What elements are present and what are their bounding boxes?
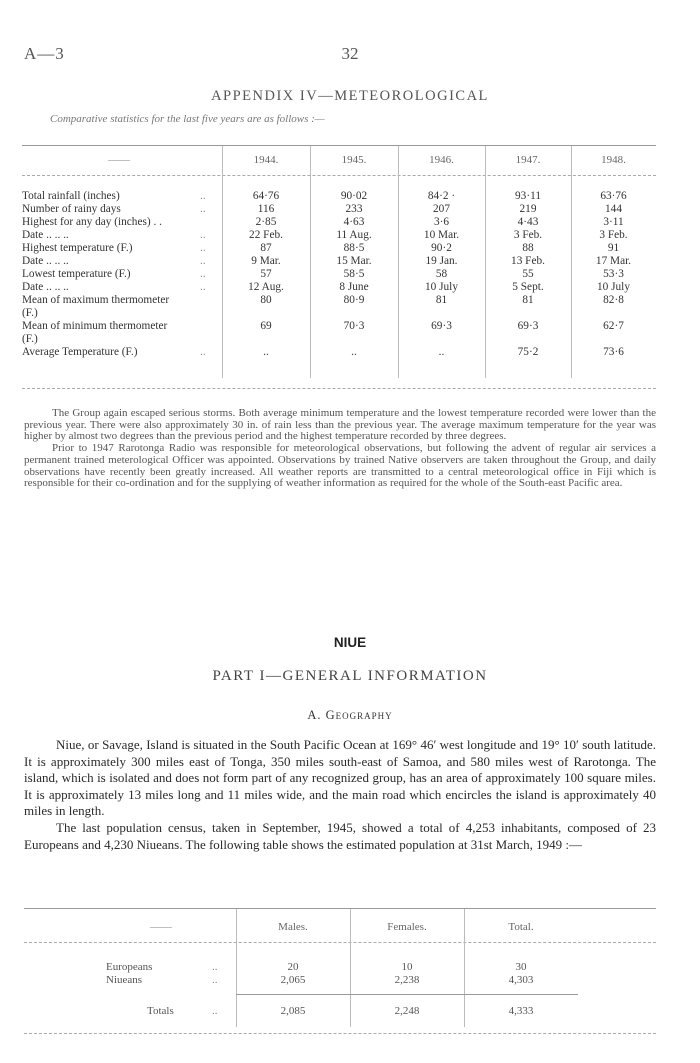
paragraph: The last population census, taken in September, 1945, showed a total of 4,253 inhabitants, composed of 23 Europeans and 4,230 Niueans. The following table shows the estimated population at 31st March, 1949 :— [24, 819, 656, 852]
table-cell: 81 [435, 294, 448, 306]
row-label: Date .. .. .. [22, 255, 69, 267]
population-table [24, 908, 656, 1034]
table-cell: 82·8 [603, 294, 624, 306]
paragraph: Prior to 1947 Rarotonga Radio was responsible for meteorological observations, but following the advent of regular air services a permanent trained meterological Officer was appointed. Observations by trained Native observers are taken throughout the Group, and daily observations have recently been greatly increased. All weather reports are transmitted to a central meteorological office in Fiji which is responsible for their co-ordination and for the supplying of weather information as required for the whole of the South-east Pacific area. [24, 442, 656, 490]
col-header-females: Females. [387, 921, 427, 933]
table-cell: 15 Mar. [336, 255, 372, 267]
row-leader: .. [212, 961, 218, 973]
col-header-1945: 1945. [341, 154, 367, 166]
niue-heading: NIUE [333, 635, 367, 650]
table-cell: 10 Mar. [423, 229, 460, 241]
row-label: (F.) [22, 307, 38, 319]
page-number: 32 [341, 44, 359, 63]
col-header-1948: 1948. [601, 154, 626, 166]
table-row [24, 961, 656, 974]
table-cell: 144 [605, 203, 622, 215]
row-leader: .. [200, 255, 206, 267]
table-cell: 53·3 [603, 268, 624, 280]
pop-corner: —— [150, 921, 172, 933]
row-label: Average Temperature (F.) [22, 346, 138, 358]
table-cell: 69·3 [431, 320, 452, 332]
row-label: (F.) [22, 333, 38, 345]
table-cell: 3·11 [603, 216, 624, 228]
table-row [22, 294, 656, 307]
row-leader: .. [200, 242, 206, 254]
row-leader: .. [212, 974, 218, 986]
table-cell: 2,238 [394, 974, 420, 986]
part-heading: PART I—GENERAL INFORMATION [212, 668, 488, 684]
row-label: Europeans [106, 961, 153, 973]
table-cell: 10 July [597, 281, 630, 293]
row-label: Number of rainy days [22, 203, 121, 215]
table-cell: 88·5 [343, 242, 365, 254]
row-label: Totals [147, 1005, 174, 1017]
table-cell: 19 Jan. [425, 255, 458, 267]
table-cell: 69·3 [517, 320, 539, 332]
table-cell: 219 [519, 203, 537, 215]
section-heading: A. Geography [307, 708, 393, 722]
table-cell: 22 Feb. [249, 229, 283, 241]
table-cell: 2,065 [280, 974, 306, 986]
row-leader: .. [200, 281, 206, 293]
row-label: Date .. .. .. [22, 229, 69, 241]
table-cell: 11 Aug. [336, 229, 372, 241]
table-cell: 84·2 · [427, 190, 456, 202]
table-cell: 55 [522, 268, 534, 280]
table-row [22, 320, 656, 333]
table-cell: 10 July [425, 281, 458, 293]
row-leader: .. [212, 1005, 218, 1017]
table-cell: 12 Aug. [248, 281, 284, 293]
table-cell: 17 Mar. [595, 255, 632, 267]
table-cell: 5 Sept. [512, 281, 544, 293]
row-label: Niueans [106, 974, 143, 986]
table-cell: 87 [260, 242, 272, 254]
row-leader: .. [200, 190, 206, 202]
table-cell: 57 [260, 268, 272, 280]
col-header-total: Total. [508, 921, 534, 933]
table-cell: .. [351, 346, 357, 358]
table-cell: 3·6 [433, 216, 450, 228]
table-row [22, 242, 656, 255]
table-cell: 88 [522, 242, 534, 254]
table-header-rule [22, 175, 656, 176]
table-row [22, 307, 656, 320]
table-cell: 73·6 [603, 346, 624, 358]
table-top-rule [22, 145, 656, 146]
table-cell: 233 [345, 203, 363, 215]
paragraph: The Group again escaped serious storms. Both average minimum temperature and the lowest temperature recorded were lower than the previous year. There were also approximately 30 in. of rain less than the previous year. The average maximum temperature for the year was higher by almost two degrees than the previous period and the highest temperature recorded by three degrees. [24, 407, 656, 443]
row-label: Lowest temperature (F.) [22, 268, 131, 280]
table-cell: 2,248 [394, 1005, 420, 1017]
row-leader: .. [200, 346, 206, 358]
meteorology-text [24, 408, 656, 490]
table-bottom-rule [22, 388, 656, 389]
row-label: Mean of minimum thermometer [22, 320, 168, 332]
table-cell: 63·76 [600, 190, 627, 202]
table-cell: 8 June [339, 281, 369, 293]
table-cell: 2,085 [280, 1005, 306, 1017]
geography-text [24, 737, 656, 853]
table-cell: 2·85 [255, 216, 277, 228]
table-cell: 4·63 [343, 216, 365, 228]
table-corner: —— [108, 154, 130, 166]
row-label: Highest temperature (F.) [22, 242, 133, 254]
paragraph: Niue, or Savage, Island is situated in the South Pacific Ocean at 169° 46′ west longitude and 19° 10′ south latitude. It is approximately 300 miles east of Tonga, 350 miles south-east of Samoa, and 580 miles west of Rarotonga. The island, which is isolated and does not form part of any recognized group, has an area of approximately 100 square miles. It is approximately 13 miles long and 11 miles wide, and the main road which encircles the island is approximately 40 miles in length. [24, 737, 656, 819]
table-cell: 20 [287, 961, 299, 973]
table-cell: 80 [260, 294, 272, 306]
appendix-intro: Comparative statistics for the last five years are as follows :— [50, 113, 325, 125]
table-cell: 90·02 [340, 190, 368, 202]
col-header-1944: 1944. [253, 154, 279, 166]
table-row [22, 346, 656, 359]
row-label: Highest for any day (inches) . . [22, 216, 162, 228]
table-cell: 4,303 [508, 974, 534, 986]
table-row [22, 229, 656, 242]
section-code: A—3 [24, 44, 65, 63]
table-cell: .. [438, 346, 445, 358]
table-cell: 90·2 [431, 242, 452, 254]
table-cell: 81 [522, 294, 534, 306]
table-cell: 116 [257, 203, 275, 215]
table-cell: 3 Feb. [513, 229, 543, 241]
table-row [22, 333, 656, 346]
table-row [22, 190, 656, 203]
table-row [24, 974, 656, 987]
table-cell: 207 [433, 203, 450, 215]
table-cell: 4·43 [517, 216, 539, 228]
row-leader: .. [200, 203, 206, 215]
totals-row [24, 1005, 656, 1018]
row-leader: .. [200, 268, 206, 280]
row-leader: .. [200, 229, 206, 241]
table-cell: 70·3 [343, 320, 365, 332]
table-cell: 4,333 [508, 1005, 534, 1017]
table-row [22, 216, 656, 229]
table-cell: 64·76 [252, 190, 280, 202]
table-cell: 58·5 [343, 268, 365, 280]
col-header-1946: 1946. [429, 154, 454, 166]
table-cell: 10 [401, 961, 413, 973]
table-cell: 75·2 [517, 346, 539, 358]
table-cell: 3 Feb. [599, 229, 628, 241]
table-cell: 58 [435, 268, 448, 280]
table-row [22, 268, 656, 281]
col-header-1947: 1947. [515, 154, 541, 166]
table-cell: 93·11 [515, 190, 541, 202]
table-cell: 91 [607, 242, 620, 254]
table-cell: .. [263, 346, 269, 358]
table-cell: 13 Feb. [511, 255, 545, 267]
table-cell: 69 [260, 320, 272, 332]
table-row [22, 281, 656, 294]
table-cell: 9 Mar. [251, 255, 281, 267]
table-row [22, 255, 656, 268]
col-header-males: Males. [278, 921, 308, 933]
table-row [22, 203, 656, 216]
table-cell: 80·9 [343, 294, 365, 306]
meteorological-table [22, 140, 656, 390]
row-label: Mean of maximum thermometer [22, 294, 170, 306]
row-label: Date .. .. .. [22, 281, 69, 293]
table-cell: 30 [515, 961, 527, 973]
row-label: Total rainfall (inches) [22, 190, 120, 202]
appendix-title: APPENDIX IV—METEOROLOGICAL [211, 88, 489, 104]
table-cell: 62·7 [603, 320, 624, 332]
